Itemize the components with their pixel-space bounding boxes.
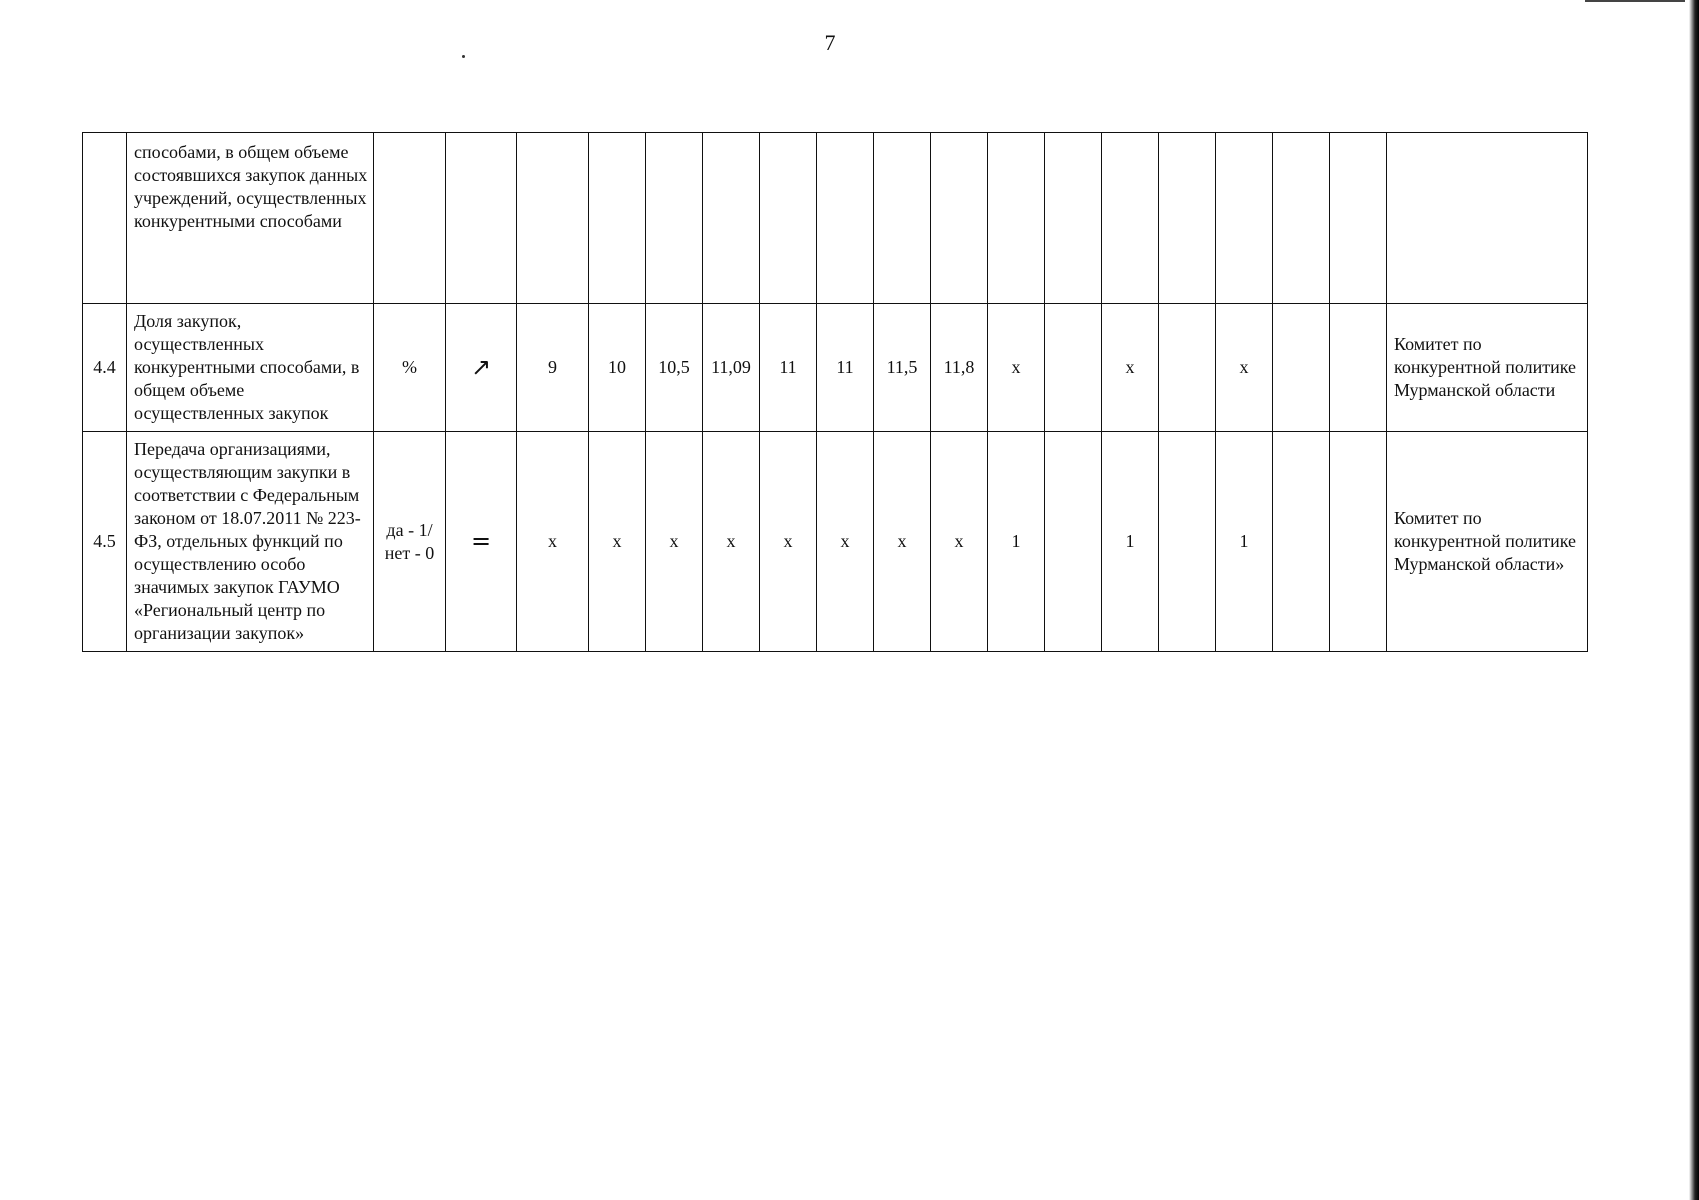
value-cell [1045,133,1102,304]
indicator-description-cell: Передача организациями, осуществляющим закупки в соответствии с Федеральным законом от 18.07.2011 № 223-ФЗ, отдельных функций по осуществлению особо значимых закупок ГАУМО «Региональный центр по организации закупок» [127,432,374,652]
value-cell [931,133,988,304]
value-cell: x [817,432,874,652]
scan-top-mark [1585,0,1685,2]
value-cell [1273,432,1330,652]
value-cell: 11,09 [703,304,760,432]
value-cell: x [1102,304,1159,432]
value-cell: 10,5 [646,304,703,432]
value-cell [517,133,589,304]
value-cell [760,133,817,304]
table-row [83,304,1588,432]
value-cell: x [1216,304,1273,432]
value-cell: x [988,304,1045,432]
trend-arrow-icon: ↗ [446,304,517,432]
value-cell [1330,432,1387,652]
table-body [83,133,1588,652]
value-cell: x [517,432,589,652]
value-cell [703,133,760,304]
value-cell: 10 [589,304,646,432]
value-cell: 1 [988,432,1045,652]
trend-arrow-icon [446,133,517,304]
scan-speck [462,55,465,58]
value-cell: 1 [1102,432,1159,652]
value-cell [1330,304,1387,432]
unit-cell [374,133,446,304]
value-cell: 1 [1216,432,1273,652]
responsible-body-cell: Комитет по конкурентной политике Мурманской области» [1387,432,1588,652]
value-cell: 11 [760,304,817,432]
value-cell [1159,432,1216,652]
value-cell [1045,304,1102,432]
unit-cell: да - 1/ нет - 0 [374,432,446,652]
indicator-description-cell: Доля закупок, осуществленных конкурентными способами, в общем объеме осуществленных закупок [127,304,374,432]
table-row [83,432,1588,652]
value-cell [1159,133,1216,304]
value-cell [1216,133,1273,304]
value-cell [1273,133,1330,304]
value-cell: 9 [517,304,589,432]
responsible-body-cell: Комитет по конкурентной политике Мурманской области [1387,304,1588,432]
value-cell [1273,304,1330,432]
unit-cell: % [374,304,446,432]
trend-equal-cell: = [446,432,517,652]
value-cell: 11 [817,304,874,432]
row-number-cell: 4.4 [83,304,127,432]
value-cell [1102,133,1159,304]
value-cell: x [874,432,931,652]
value-cell: x [931,432,988,652]
value-cell [988,133,1045,304]
value-cell: x [589,432,646,652]
value-cell [874,133,931,304]
value-cell: x [703,432,760,652]
table-row [83,133,1588,304]
value-cell [1159,304,1216,432]
value-cell [817,133,874,304]
value-cell [589,133,646,304]
value-cell: 11,5 [874,304,931,432]
value-cell [1330,133,1387,304]
indicators-table [82,132,1588,652]
page-number: 7 [824,30,836,55]
indicator-description-cell: способами, в общем объеме состоявшихся закупок данных учреждений, осуществленных конкурентными способами [127,133,374,304]
value-cell: x [646,432,703,652]
value-cell [646,133,703,304]
responsible-body-cell [1387,133,1588,304]
scan-right-edge [1689,0,1699,1200]
row-number-cell [83,133,127,304]
row-number-cell: 4.5 [83,432,127,652]
value-cell: x [760,432,817,652]
value-cell [1045,432,1102,652]
value-cell: 11,8 [931,304,988,432]
